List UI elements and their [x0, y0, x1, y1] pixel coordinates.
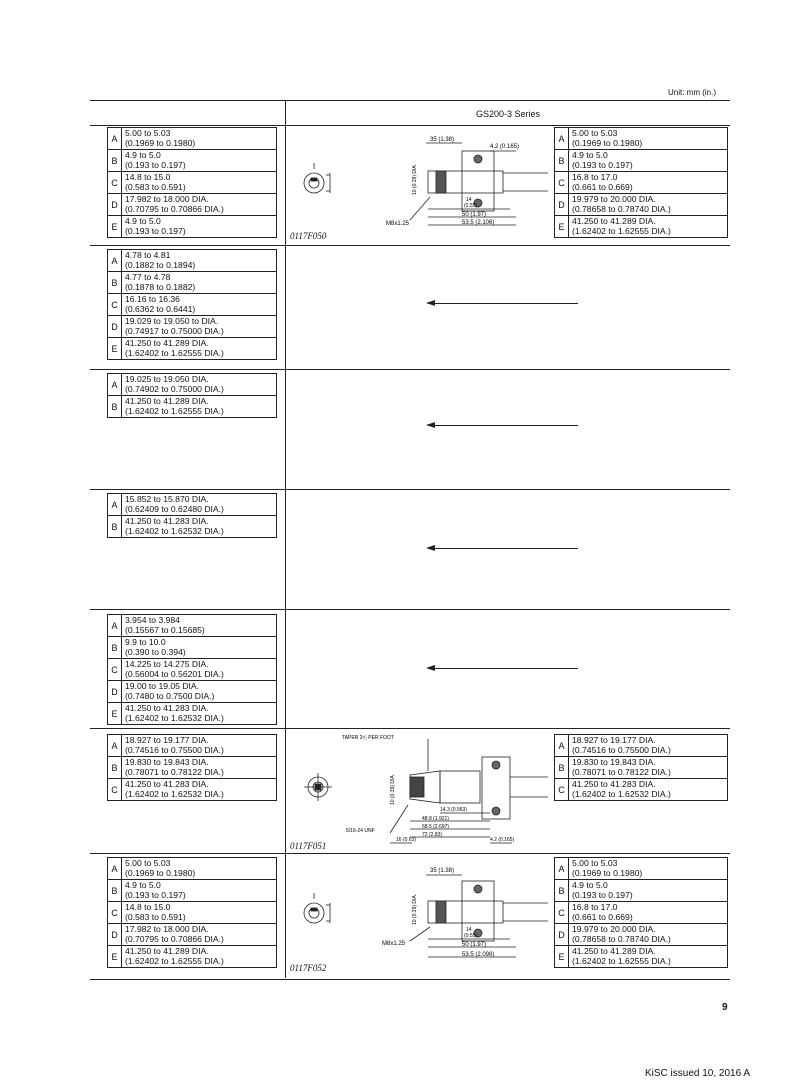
- spec-metric: 4.9 to 5.0: [125, 215, 161, 226]
- dim-label: 35 (1.38): [430, 137, 455, 143]
- spec-letter: C: [108, 779, 122, 800]
- spec-values: [122, 735, 224, 756]
- spec-letter: E: [108, 338, 122, 359]
- spec-metric: 19.979 to 20.000 DIA.: [572, 193, 656, 204]
- spec-letter: B: [108, 516, 122, 537]
- spec-imperial: (0.78658 to 0.78740 DIA.): [572, 933, 671, 944]
- spec-imperial: (1.62402 to 1.62555 DIA.): [125, 955, 224, 966]
- spec-imperial: (0.1969 to 0.1980): [572, 137, 643, 148]
- spec-letter: E: [108, 703, 122, 724]
- spec-row: [555, 778, 727, 800]
- page-number: 9: [722, 1002, 728, 1013]
- spec-letter: B: [555, 757, 569, 778]
- spec-values: [122, 880, 186, 901]
- spec-imperial: (1.62402 to 1.62532 DIA.): [125, 788, 224, 799]
- spec-letter: B: [108, 637, 122, 658]
- spec-letter: C: [108, 659, 122, 680]
- spec-imperial: (0.74902 to 0.75000 DIA.): [125, 383, 224, 394]
- spec-imperial: (0.7480 to 0.7500 DIA.): [125, 690, 215, 701]
- spec-metric: 41.250 to 41.289 DIA.: [572, 215, 656, 226]
- spec-values: [122, 659, 224, 680]
- spec-metric: 4.9 to 5.0: [572, 879, 608, 890]
- spec-letter: D: [555, 194, 569, 215]
- spec-imperial: (0.74516 to 0.75500 DIA.): [125, 744, 224, 755]
- spec-metric: 14.8 to 15.0: [125, 171, 171, 182]
- spec-metric: 19.025 to 19.050 DIA.: [125, 373, 209, 384]
- spec-values: [569, 128, 642, 149]
- spec-values: [122, 494, 224, 515]
- spec-metric: 41.250 to 41.289 DIA.: [125, 337, 209, 348]
- spec-metric: 41.250 to 41.283 DIA.: [572, 778, 656, 789]
- spec-imperial: (0.56004 to 0.56201 DIA.): [125, 668, 224, 679]
- same-as-left-arrow: [428, 668, 578, 669]
- row-divider: [90, 125, 730, 126]
- spec-letter: D: [108, 194, 122, 215]
- spec-imperial: (0.193 to 0.197): [125, 889, 186, 900]
- spec-letter: B: [108, 272, 122, 293]
- spec-imperial: (0.193 to 0.197): [125, 225, 186, 236]
- spec-letter: B: [108, 757, 122, 778]
- figure-ref: 0117F050: [290, 231, 327, 241]
- row-divider: [90, 489, 730, 490]
- spec-letter: C: [108, 172, 122, 193]
- spec-imperial: (0.661 to 0.669): [572, 911, 633, 922]
- spec-values: [569, 946, 671, 967]
- spec-imperial: (1.62402 to 1.62532 DIA.): [572, 788, 671, 799]
- dim-label: 16 (0.63): [396, 837, 417, 843]
- spec-metric: 4.78 to 4.81: [125, 249, 171, 260]
- spec-values: [122, 294, 195, 315]
- spec-imperial: (0.74917 to 0.75000 DIA.): [125, 325, 224, 336]
- spec-row: [108, 756, 276, 778]
- spec-letter: D: [108, 681, 122, 702]
- spec-metric: 17.982 to 18.000 DIA.: [125, 923, 209, 934]
- spec-row: [108, 271, 276, 293]
- spec-imperial: (1.62402 to 1.62555 DIA.): [125, 405, 224, 416]
- thread-label: M8x1.25: [386, 221, 410, 227]
- dim-label: 50 (1.97): [462, 212, 487, 218]
- spec-metric: 41.250 to 41.289 DIA.: [125, 395, 209, 406]
- spec-letter: B: [108, 150, 122, 171]
- spec-letter: A: [108, 735, 122, 756]
- spec-imperial: (0.1969 to 0.1980): [125, 867, 196, 878]
- spec-row: [108, 515, 276, 537]
- spec-row: [108, 945, 276, 967]
- spec-imperial: (1.62402 to 1.62555 DIA.): [125, 347, 224, 358]
- spec-values: [122, 924, 224, 945]
- spec-imperial: (0.193 to 0.197): [125, 159, 186, 170]
- spec-letter: C: [108, 294, 122, 315]
- spec-imperial: (0.78071 to 0.78122 DIA.): [572, 766, 671, 777]
- shaft-drawing-2: [290, 733, 552, 851]
- spec-values: [569, 880, 633, 901]
- spec-values: [122, 250, 195, 271]
- spec-values: [122, 216, 186, 237]
- spec-values: [569, 735, 671, 756]
- spec-values: [122, 615, 205, 636]
- dim-label: 14: [466, 927, 472, 933]
- spec-letter: A: [555, 858, 569, 879]
- spec-values: [122, 396, 224, 417]
- spec-metric: 41.250 to 41.283 DIA.: [125, 702, 209, 713]
- spec-metric: 5.00 to 5.03: [125, 127, 171, 138]
- spec-row: [108, 735, 276, 756]
- spec-row: [108, 315, 276, 337]
- row-divider: [90, 728, 730, 729]
- spec-imperial: (0.1882 to 0.1894): [125, 259, 196, 270]
- spec-row: [555, 128, 727, 149]
- dim-label: (0.55): [464, 203, 478, 209]
- unit-label: Unit: mm (in.): [668, 88, 716, 97]
- spec-row: [555, 735, 727, 756]
- spec-values: [569, 757, 671, 778]
- spec-values: [122, 338, 224, 359]
- spec-letter: D: [108, 924, 122, 945]
- spec-row: [555, 945, 727, 967]
- spec-row: [108, 702, 276, 724]
- spec-letter: A: [108, 615, 122, 636]
- spec-imperial: (1.62402 to 1.62532 DIA.): [125, 712, 224, 723]
- row-divider: [90, 853, 730, 854]
- spec-metric: 3.954 to 3.984: [125, 614, 180, 625]
- spec-row: [108, 680, 276, 702]
- spec-box-3-left: [107, 373, 277, 418]
- spec-box-1-right: [554, 127, 728, 238]
- spec-letter: A: [555, 128, 569, 149]
- spec-imperial: (1.62402 to 1.62555 DIA.): [572, 955, 671, 966]
- spec-letter: A: [108, 858, 122, 879]
- same-as-left-arrow: [428, 425, 578, 426]
- spec-metric: 19.830 to 19.843 DIA.: [125, 756, 209, 767]
- spec-letter: B: [555, 880, 569, 901]
- spec-letter: E: [555, 946, 569, 967]
- spec-metric: 19.979 to 20.000 DIA.: [572, 923, 656, 934]
- spec-letter: C: [555, 902, 569, 923]
- spec-imperial: (0.78071 to 0.78122 DIA.): [125, 766, 224, 777]
- spec-metric: 19.00 to 19.05 DIA.: [125, 680, 200, 691]
- spec-metric: 16.8 to 17.0: [572, 171, 618, 182]
- spec-row: [108, 901, 276, 923]
- spec-imperial: (0.6362 to 0.6441): [125, 303, 196, 314]
- spec-letter: B: [108, 396, 122, 417]
- spec-row: [108, 879, 276, 901]
- dim-label: 72 (2.83): [422, 832, 443, 838]
- dim-label: 4.2 (0.165): [490, 144, 520, 150]
- spec-metric: 16.8 to 17.0: [572, 901, 618, 912]
- thread-label: 5/16-24 UNF: [346, 828, 375, 834]
- spec-metric: 5.00 to 5.03: [572, 857, 618, 868]
- spec-imperial: (0.70795 to 0.70866 DIA.): [125, 203, 224, 214]
- spec-row: [108, 858, 276, 879]
- spec-row: [555, 901, 727, 923]
- spec-values: [122, 172, 186, 193]
- spec-letter: E: [108, 216, 122, 237]
- spec-values: [569, 858, 642, 879]
- dim-label: 4.2 (0.165): [490, 837, 515, 843]
- spec-metric: 14.225 to 14.275 DIA.: [125, 658, 209, 669]
- spec-values: [569, 902, 633, 923]
- spec-letter: A: [108, 250, 122, 271]
- spec-metric: 19.029 to 19.050 to DIA.: [125, 315, 219, 326]
- spec-row: [108, 171, 276, 193]
- spec-metric: 14.8 to 15.0: [125, 901, 171, 912]
- spec-values: [569, 150, 633, 171]
- spec-values: [122, 757, 224, 778]
- spec-values: [122, 194, 224, 215]
- spec-box-6-right: [554, 734, 728, 801]
- row-divider: [90, 609, 730, 610]
- dim-label: 48.8 (1.921): [422, 816, 449, 822]
- spec-imperial: (0.15567 to 0.15685): [125, 624, 205, 635]
- spec-letter: A: [108, 128, 122, 149]
- spec-values: [122, 128, 195, 149]
- dim-label: 53.5 (2.106): [462, 220, 495, 226]
- spec-values: [122, 272, 195, 293]
- spec-table: [90, 100, 730, 980]
- spec-values: [122, 902, 186, 923]
- spec-metric: 19.830 to 19.843 DIA.: [572, 756, 656, 767]
- spec-letter: D: [555, 924, 569, 945]
- spec-values: [122, 681, 214, 702]
- spec-values: [122, 637, 186, 658]
- spec-row: [108, 778, 276, 800]
- spec-imperial: (0.1878 to 0.1882): [125, 281, 196, 292]
- spec-box-6-left: [107, 734, 277, 801]
- spec-letter: C: [555, 779, 569, 800]
- spec-values: [569, 924, 671, 945]
- spec-metric: 4.9 to 5.0: [125, 149, 161, 160]
- spec-imperial: (1.62402 to 1.62555 DIA.): [572, 225, 671, 236]
- spec-metric: 41.250 to 41.283 DIA.: [125, 778, 209, 789]
- spec-row: [108, 250, 276, 271]
- spec-metric: 41.250 to 41.289 DIA.: [572, 945, 656, 956]
- spec-row: [555, 193, 727, 215]
- figure-ref: 0117F052: [290, 963, 327, 973]
- spec-row: [555, 756, 727, 778]
- spec-letter: A: [108, 494, 122, 515]
- spec-row: [108, 395, 276, 417]
- spec-letter: C: [555, 172, 569, 193]
- shaft-drawing-1: [290, 131, 552, 243]
- spec-imperial: (0.1969 to 0.1980): [572, 867, 643, 878]
- spec-row: [555, 171, 727, 193]
- spec-metric: 15.852 to 15.870 DIA.: [125, 493, 209, 504]
- spec-row: [108, 193, 276, 215]
- spec-values: [122, 946, 224, 967]
- spec-metric: 18.927 to 19.177 DIA.: [572, 734, 656, 745]
- spec-row: [108, 215, 276, 237]
- spec-row: [108, 293, 276, 315]
- figure-ref: 0117F051: [290, 841, 327, 851]
- spec-imperial: (0.583 to 0.591): [125, 911, 186, 922]
- spec-values: [122, 858, 195, 879]
- spec-values: [569, 172, 633, 193]
- dim-label: 68.5 (2.697): [422, 824, 449, 830]
- spec-imperial: (0.193 to 0.197): [572, 159, 633, 170]
- spec-row: [108, 494, 276, 515]
- spec-letter: A: [555, 735, 569, 756]
- spec-metric: 18.927 to 19.177 DIA.: [125, 734, 209, 745]
- spec-metric: 4.9 to 5.0: [572, 149, 608, 160]
- spec-imperial: (1.62402 to 1.62532 DIA.): [125, 525, 224, 536]
- spec-row: [108, 923, 276, 945]
- same-as-left-arrow: [428, 548, 578, 549]
- spec-box-2-left: [107, 249, 277, 360]
- spec-box-5-left: [107, 614, 277, 725]
- spec-letter: A: [108, 374, 122, 395]
- spec-values: [122, 779, 224, 800]
- spec-box-4-left: [107, 493, 277, 538]
- dim-label: 53.5 (2.098): [462, 952, 495, 958]
- spec-letter: E: [555, 216, 569, 237]
- dim-label: 14: [466, 197, 472, 203]
- spec-values: [122, 516, 224, 537]
- spec-box-1-left: [107, 127, 277, 238]
- spec-values: [122, 316, 224, 337]
- spec-metric: 41.250 to 41.283 DIA.: [125, 515, 209, 526]
- series-header: GS200-3 Series: [475, 108, 541, 119]
- dim-label: (0.55): [464, 933, 478, 939]
- spec-imperial: (0.70795 to 0.70866 DIA.): [125, 933, 224, 944]
- spec-metric: 16.16 to 16.36: [125, 293, 180, 304]
- spec-metric: 4.9 to 5.0: [125, 879, 161, 890]
- spec-imperial: (0.78658 to 0.78740 DIA.): [572, 203, 671, 214]
- spec-row: [555, 923, 727, 945]
- spec-imperial: (0.583 to 0.591): [125, 181, 186, 192]
- column-divider: [285, 101, 286, 978]
- spec-values: [569, 216, 671, 237]
- spec-row: [555, 149, 727, 171]
- spec-letter: E: [108, 946, 122, 967]
- spec-values: [569, 779, 671, 800]
- spec-row: [108, 374, 276, 395]
- footer-issue: KiSC issued 10, 2016 A: [645, 1068, 751, 1079]
- same-as-left-arrow: [428, 303, 578, 304]
- spec-row: [555, 215, 727, 237]
- spec-box-7-left: [107, 857, 277, 968]
- spec-row: [555, 858, 727, 879]
- spec-metric: 5.00 to 5.03: [572, 127, 618, 138]
- row-divider: [90, 245, 730, 246]
- spec-metric: 4.77 to 4.78: [125, 271, 171, 282]
- spec-row: [108, 636, 276, 658]
- spec-imperial: (0.62409 to 0.62480 DIA.): [125, 503, 224, 514]
- dim-label: 14.3 (0.563): [440, 807, 467, 813]
- spec-row: [108, 615, 276, 636]
- spec-box-7-right: [554, 857, 728, 968]
- shaft-drawing-3: [290, 861, 552, 971]
- spec-values: [122, 374, 224, 395]
- dim-label: 10 (0.39) DIA.: [412, 163, 418, 195]
- spec-letter: C: [108, 902, 122, 923]
- spec-values: [122, 703, 224, 724]
- dim-label: 35 (1.38): [430, 868, 455, 874]
- spec-letter: D: [108, 316, 122, 337]
- dim-label: 50 (1.97): [462, 942, 487, 948]
- spec-metric: 17.982 to 18.000 DIA.: [125, 193, 209, 204]
- spec-metric: 9.9 to 10.0: [125, 636, 166, 647]
- spec-values: [569, 194, 671, 215]
- spec-metric: 41.250 to 41.289 DIA.: [125, 945, 209, 956]
- spec-imperial: (0.390 to 0.394): [125, 646, 186, 657]
- spec-row: [108, 337, 276, 359]
- spec-imperial: (0.661 to 0.669): [572, 181, 633, 192]
- spec-imperial: (0.1969 to 0.1980): [125, 137, 196, 148]
- taper-label: TAPER 2¹⁄₂ PER FOOT: [342, 735, 394, 741]
- spec-row: [108, 128, 276, 149]
- row-divider: [90, 369, 730, 370]
- spec-letter: B: [555, 150, 569, 171]
- dim-label: 10 (0.39) DIA.: [412, 893, 418, 925]
- thread-label: M8x1.25: [382, 941, 406, 947]
- spec-imperial: (0.193 to 0.197): [572, 889, 633, 900]
- spec-letter: B: [108, 880, 122, 901]
- spec-row: [555, 879, 727, 901]
- spec-values: [122, 150, 186, 171]
- spec-imperial: (0.74516 to 0.75500 DIA.): [572, 744, 671, 755]
- spec-row: [108, 658, 276, 680]
- dim-label: 10 (0.39) DIA.: [390, 773, 396, 805]
- spec-row: [108, 149, 276, 171]
- spec-metric: 5.00 to 5.03: [125, 857, 171, 868]
